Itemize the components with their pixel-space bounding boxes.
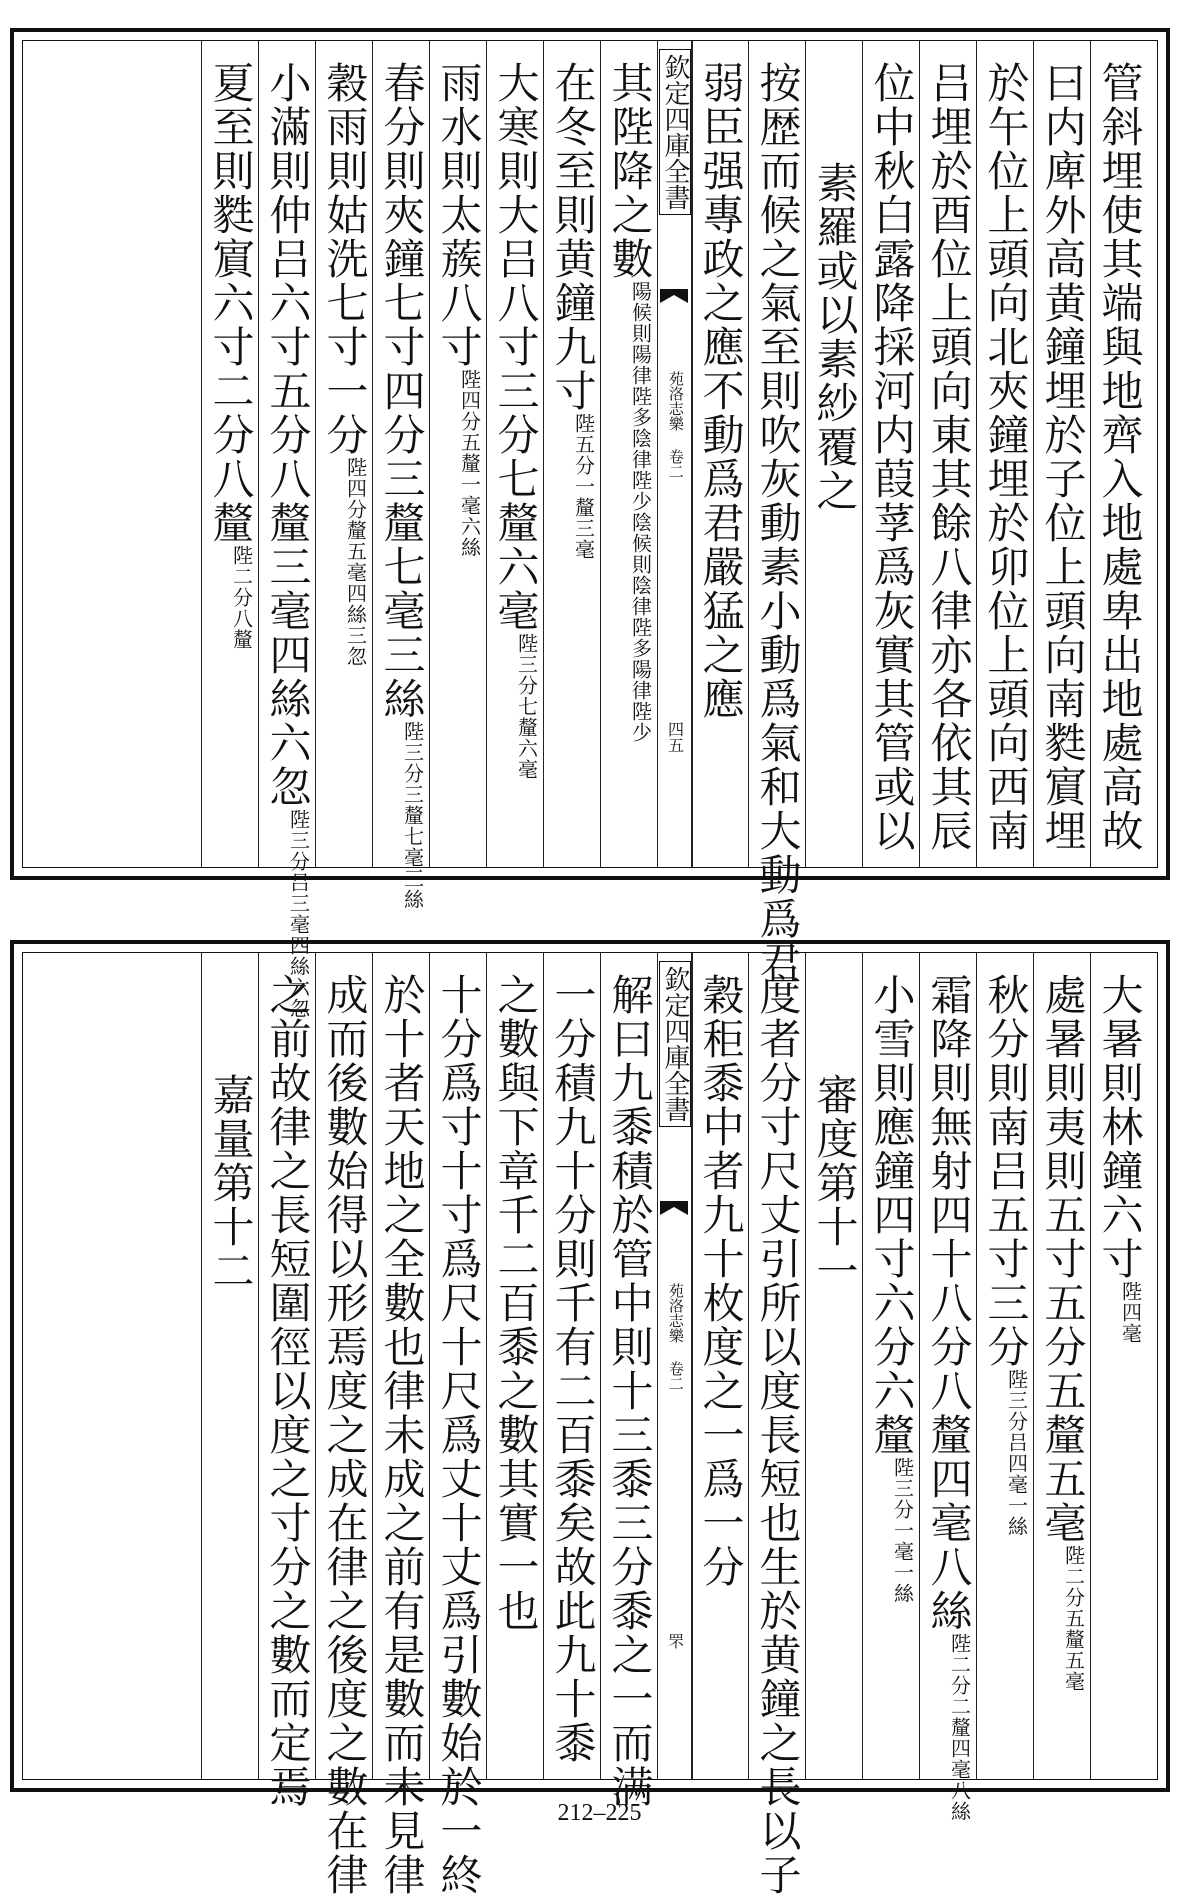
column-text bbox=[1095, 973, 1145, 1344]
main-text: 在冬至則黄鐘九寸 bbox=[548, 61, 598, 413]
column-text bbox=[434, 973, 484, 1897]
text-column bbox=[600, 953, 658, 1809]
column-text bbox=[263, 973, 313, 1809]
column-text bbox=[1095, 61, 1145, 853]
interlinear-note: 陽候則陽律陛多陰律陛少陰候則陰律陛多陽律陛少 bbox=[628, 281, 653, 743]
text-column bbox=[429, 41, 487, 867]
column-text bbox=[1038, 973, 1088, 1692]
main-text: 解曰九黍積於管中則十三黍三分黍之一而满 bbox=[605, 973, 655, 1809]
text-column bbox=[805, 953, 863, 1779]
interlinear-note: 陛四毫 bbox=[1118, 1281, 1143, 1344]
section-heading bbox=[810, 161, 860, 513]
interlinear-note: 陛四分釐五毫四絲三忽 bbox=[343, 457, 368, 667]
interlinear-note: 陛三分一毫一絲 bbox=[890, 1457, 915, 1604]
text-column bbox=[486, 41, 544, 867]
interlinear-note: 陛四分五釐一毫六絲 bbox=[457, 369, 482, 558]
column-text bbox=[753, 973, 803, 1897]
main-text: 管斜埋使其端與地齊入地處卑出地處高故 bbox=[1095, 61, 1145, 853]
column-text bbox=[1038, 61, 1088, 853]
text-column bbox=[1090, 953, 1148, 1779]
text-column bbox=[429, 953, 487, 1897]
main-text: 一分積九十分則千有二百黍矣故此九十黍 bbox=[548, 973, 598, 1765]
main-text: 穀雨則姑洗七寸一分 bbox=[320, 61, 370, 457]
main-text: 大寒則大吕八寸三分七釐六毫 bbox=[491, 61, 541, 633]
text-column bbox=[862, 953, 920, 1779]
text-column bbox=[543, 953, 601, 1779]
main-text: 十分爲寸十寸爲尺十尺爲丈十丈爲引數始於一終 bbox=[434, 973, 484, 1897]
text-column bbox=[862, 41, 920, 867]
column-text bbox=[605, 61, 655, 743]
text-column bbox=[1033, 953, 1091, 1779]
interlinear-note: 陛三分三釐七毫三絲 bbox=[400, 721, 425, 910]
column-text bbox=[696, 973, 746, 1589]
text-column bbox=[919, 41, 977, 867]
main-text: 大暑則林鐘六寸 bbox=[1095, 973, 1145, 1281]
main-text: 處暑則夷則五寸五分五釐五毫 bbox=[1038, 973, 1088, 1545]
text-column bbox=[201, 953, 259, 1779]
interlinear-note: 陛二分五釐五毫 bbox=[1061, 1545, 1086, 1692]
interlinear-note: 陛二分八釐 bbox=[229, 545, 254, 650]
text-column bbox=[258, 953, 316, 1809]
main-text: 曰内庳外高黄鐘埋於子位上頭向南㽔賔埋 bbox=[1038, 61, 1088, 853]
fishtail-mark-icon bbox=[660, 1201, 688, 1225]
gutter-page-number: 四五 bbox=[665, 721, 685, 753]
column-text bbox=[548, 61, 598, 560]
main-text: 小雪則應鐘四寸六分六釐 bbox=[867, 973, 917, 1457]
text-column bbox=[691, 953, 749, 1779]
interlinear-note: 陛三分七釐六毫 bbox=[514, 633, 539, 780]
page-number: 212–225 bbox=[557, 1800, 642, 1826]
main-text: 霜降則無射四十八分八釐四毫八絲 bbox=[924, 973, 974, 1633]
main-text: 秋分則南吕五寸三分 bbox=[981, 973, 1031, 1369]
text-column bbox=[543, 41, 601, 867]
column-text bbox=[981, 973, 1031, 1537]
text-column bbox=[976, 41, 1034, 867]
column-text bbox=[753, 61, 803, 985]
main-text: 小滿則仲吕六寸五分八釐三毫四絲六忽 bbox=[263, 61, 313, 809]
text-column bbox=[486, 953, 544, 1779]
main-text: 雨水則太蔟八寸 bbox=[434, 61, 484, 369]
gutter-subtitle: 苑洛志樂 卷二 bbox=[666, 1283, 685, 1391]
text-column bbox=[919, 953, 977, 1822]
main-text: 於十者天地之全數也律未成之前有是數而未見律 bbox=[377, 973, 427, 1897]
main-text: 成而後數始得以形焉度之成在律之後度之數在律 bbox=[320, 973, 370, 1897]
column-text bbox=[434, 61, 484, 558]
main-text: 其陛降之數 bbox=[605, 61, 655, 281]
column-text bbox=[320, 61, 370, 667]
top-page bbox=[10, 28, 1170, 1019]
text-column bbox=[976, 953, 1034, 1779]
main-text: 之前故律之長短圍徑以度之寸分之數而定焉 bbox=[263, 973, 313, 1809]
main-text: 穀秬黍中者九十枚度之一爲一分 bbox=[696, 973, 746, 1589]
fishtail-mark-icon bbox=[660, 289, 688, 313]
interlinear-note: 陛五分一釐三毫 bbox=[571, 413, 596, 560]
main-text: 嘉量第十二 bbox=[206, 1073, 256, 1293]
column-text bbox=[377, 61, 427, 910]
main-text: 按歴而候之氣至則吹灰動素小動爲氣和大動爲君 bbox=[753, 61, 803, 985]
main-text: 弱臣强專政之應不動爲君嚴猛之應 bbox=[696, 61, 746, 721]
text-column bbox=[1090, 41, 1148, 867]
main-text: 吕埋於酉位上頭向東其餘八律亦各依其辰 bbox=[924, 61, 974, 853]
column-text bbox=[491, 61, 541, 780]
main-text: 之數與下章千二百黍之數其實一也 bbox=[491, 973, 541, 1633]
main-text: 春分則夾鐘七寸四分三釐七毫三絲 bbox=[377, 61, 427, 721]
text-column bbox=[315, 953, 373, 1897]
interlinear-note: 陛三分吕三毫四絲六忽 bbox=[286, 809, 311, 1019]
top-page-frame bbox=[22, 40, 1158, 1019]
interlinear-note: 陛三分吕四毫一絲 bbox=[1004, 1369, 1029, 1537]
column-text bbox=[548, 973, 598, 1765]
main-text: 夏至則㽔賔六寸二分八釐 bbox=[206, 61, 256, 545]
text-column bbox=[372, 41, 430, 910]
section-heading bbox=[810, 1073, 860, 1293]
column-text bbox=[263, 61, 313, 1019]
gutter-title: 欽定四庫全書 bbox=[659, 961, 691, 1127]
text-column bbox=[748, 953, 806, 1897]
column-text bbox=[924, 61, 974, 853]
text-column bbox=[1033, 41, 1091, 867]
center-gutter bbox=[657, 953, 693, 1779]
main-text: 審度第十一 bbox=[810, 1073, 860, 1293]
text-column bbox=[201, 41, 259, 867]
column-text bbox=[491, 973, 541, 1633]
center-gutter bbox=[657, 41, 693, 867]
gutter-subtitle: 苑洛志樂 卷二 bbox=[666, 371, 685, 479]
section-heading bbox=[206, 1073, 256, 1293]
text-column bbox=[805, 41, 863, 867]
interlinear-note: 陛二分二釐四毫八絲 bbox=[947, 1633, 972, 1822]
column-text bbox=[605, 973, 655, 1809]
column-text bbox=[206, 61, 256, 650]
main-text: 度者分寸尺丈引所以度長短也生於黄鐘之長以子 bbox=[753, 973, 803, 1897]
column-text bbox=[924, 973, 974, 1822]
text-column bbox=[372, 953, 430, 1897]
gutter-page-number: 罘 bbox=[665, 1633, 685, 1649]
column-text bbox=[867, 61, 917, 853]
column-text bbox=[377, 973, 427, 1897]
column-text bbox=[696, 61, 746, 721]
column-text bbox=[867, 973, 917, 1604]
gutter-title: 欽定四庫全書 bbox=[659, 49, 691, 215]
main-text: 位中秋白露降採河内葭莩爲灰實其管或以 bbox=[867, 61, 917, 853]
column-text bbox=[981, 61, 1031, 853]
text-column bbox=[691, 41, 749, 867]
text-column bbox=[315, 41, 373, 867]
text-column bbox=[258, 41, 316, 1019]
main-text: 素羅或以素紗覆之 bbox=[810, 161, 860, 513]
text-column bbox=[748, 41, 806, 985]
column-text bbox=[320, 973, 370, 1897]
text-column bbox=[600, 41, 658, 867]
main-text: 於午位上頭向北夾鐘埋於卯位上頭向西南 bbox=[981, 61, 1031, 853]
